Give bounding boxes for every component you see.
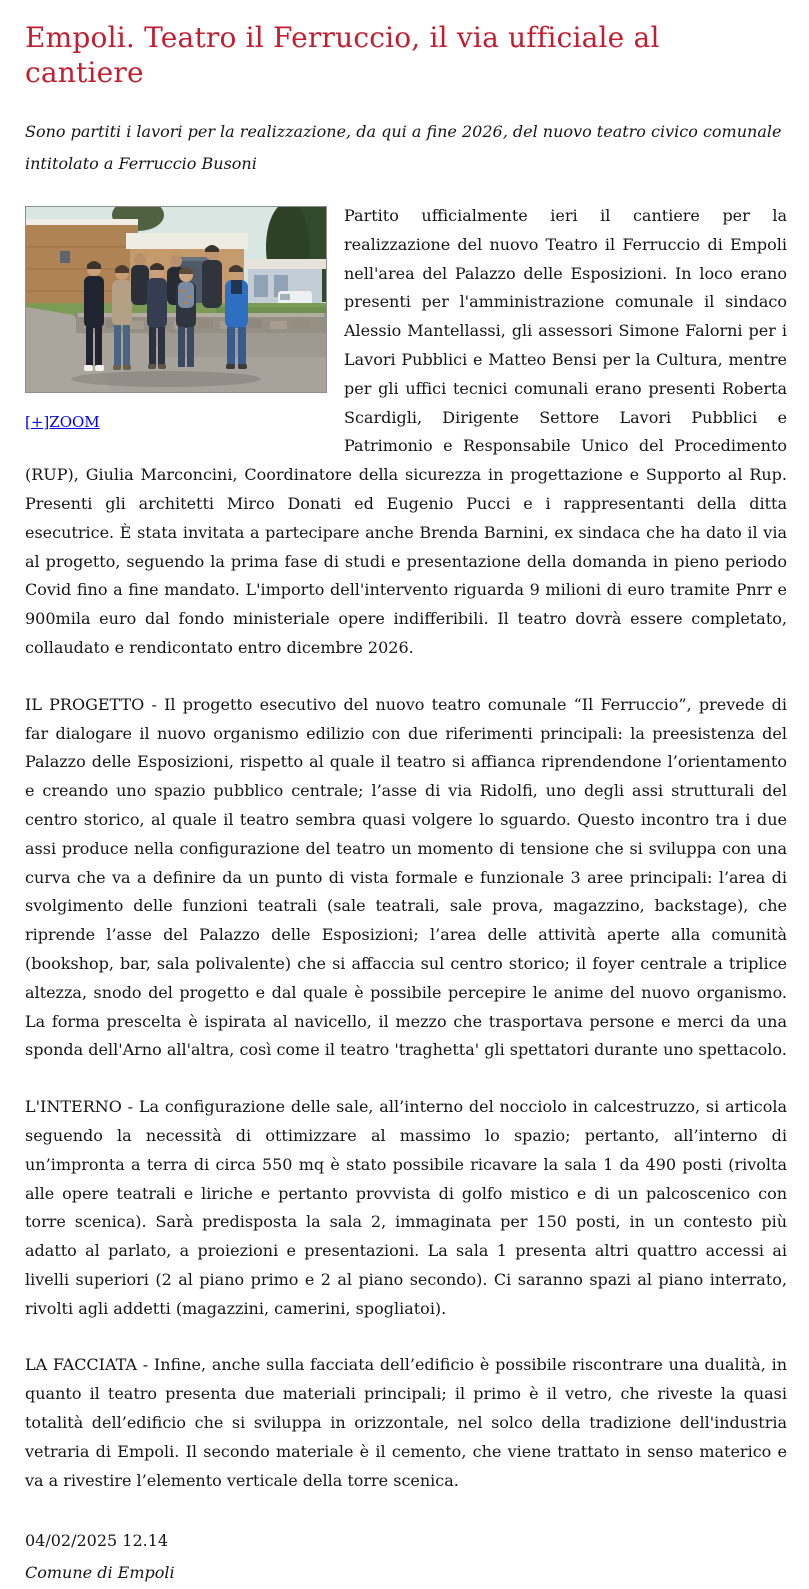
article-photo-figure: [25, 206, 327, 437]
article-meta: [25, 1525, 787, 1589]
article-paragraph-intro: Partito ufficialmente ieri il cantiere per la realizzazione del nuovo Teatro il Ferruccio di Empoli nell'area del Palazzo delle Esposizioni. In loco erano presenti per l'amministrazione comunale il sindaco Alessio Mantellassi, gli assessori Simone Falorni per i Lavori Pubblici e Matteo Bensi per la Cultura, mentre per gli uffici tecnici comunali erano presenti Roberta Scardigli, Dirigente Settore Lavori Pubblici e Patrimonio e Responsabile Unico del Procedimento (RUP), Giulia Marconcini, Coordinatore della sicurezza in progettazione e Supporto al Rup. Presenti gli architetti Mirco Donati ed Eugenio Pucci e i rappresentanti della ditta esecutrice. È stata invitata a partecipare anche Brenda Barnini, ex sindaca che ha dato il via al progetto, seguendo la prima fase di studi e presentazione della domanda in pieno periodo Covid fino a fine mandato. L'importo dell'intervento riguarda 9 milioni di euro tramite Pnrr e 900mila euro dal fondo ministeriale opere indifferibili. Il teatro dovrà essere completato, collaudato e rendicontato entro dicembre 2026.: [25, 206, 787, 657]
article-subtitle: Sono partiti i lavori per la realizzazione, da qui a fine 2026, del nuovo teatro civico comunale intitolato a Ferruccio Busoni: [25, 122, 782, 173]
article-photo[interactable]: [25, 206, 327, 393]
article-timestamp: 04/02/2025 12.14: [25, 1531, 169, 1551]
article-paragraph-interno: L'INTERNO - La configurazione delle sale, all’interno del nocciolo in calcestruzzo, si articola seguendo la necessità di ottimizzare al massimo lo spazio; pertanto, all’interno di un’impronta a terra di circa 550 mq è stato possibile ricavare la sala 1 da 490 posti (rivolta alle opere teatrali e liriche e pertanto provvista di golfo mistico e di un palcoscenico con torre scenica). Sarà predisposta la sala 2, immaginata per 150 posti, in un contesto più adatto al parlato, a proiezioni e presentazioni. La sala 1 presenta altri quattro accessi ai livelli superiori (2 al piano primo e 2 al piano secondo). Ci saranno spazi al piano interrato, rivolti agli addetti (magazzini, camerini, spogliatoi).: [25, 1097, 787, 1318]
article-source: Comune di Empoli: [25, 1563, 175, 1583]
page-title: Empoli. Teatro il Ferruccio, il via ufficiale al cantiere: [25, 21, 660, 89]
photo-zoom-link[interactable]: [+]ZOOM: [25, 413, 100, 431]
photo-scene-illustration: [26, 207, 326, 392]
article-paragraph-facciata: LA FACCIATA - Infine, anche sulla facciata dell’edificio è possibile riscontrare una dualità, in quanto il teatro presenta due materiali principali; il primo è il vetro, che riveste la quasi totalità dell’edificio che si sviluppa in orizzontale, nel solco della tradizione dell'industria vetraria di Empoli. Il secondo materiale è il cemento, che viene trattato in senso materico e va a rivestire l’elemento verticale della torre scenica.: [25, 1355, 787, 1490]
article-body: [25, 202, 787, 1495]
article-paragraph-il-progetto: IL PROGETTO - Il progetto esecutivo del nuovo teatro comunale “Il Ferruccio”, prevede di far dialogare il nuovo organismo edilizio con due riferimenti principali: la preesistenza del Palazzo delle Esposizioni, rispetto al quale il teatro si affianca riprendendone l’orientamento e creando uno spazio pubblico centrale; l’asse di via Ridolfi, uno degli assi strutturali del centro storico, al quale il teatro sembra quasi volgere lo sguardo. Questo incontro tra i due assi produce nella configurazione del teatro un momento di tensione che si sviluppa con una curva che va a definire da un punto di vista formale e funzionale 3 aree principali: l’area di svolgimento delle funzioni teatrali (sale teatrali, sale prova, magazzino, backstage), che riprende l’asse del Palazzo delle Esposizioni; l’area delle attività aperte alla comunità (bookshop, bar, sala polivalente) che si affaccia sul centro storico; il foyer centrale a triplice altezza, snodo del progetto e dal quale è possibile percepire le anime del nuovo organismo. La forma prescelta è ispirata al navicello, il mezzo che trasportava persone e merci da una sponda dell'Arno all'altra, così come il teatro 'traghetta' gli spettatori durante uno spettacolo.: [25, 694, 787, 1060]
